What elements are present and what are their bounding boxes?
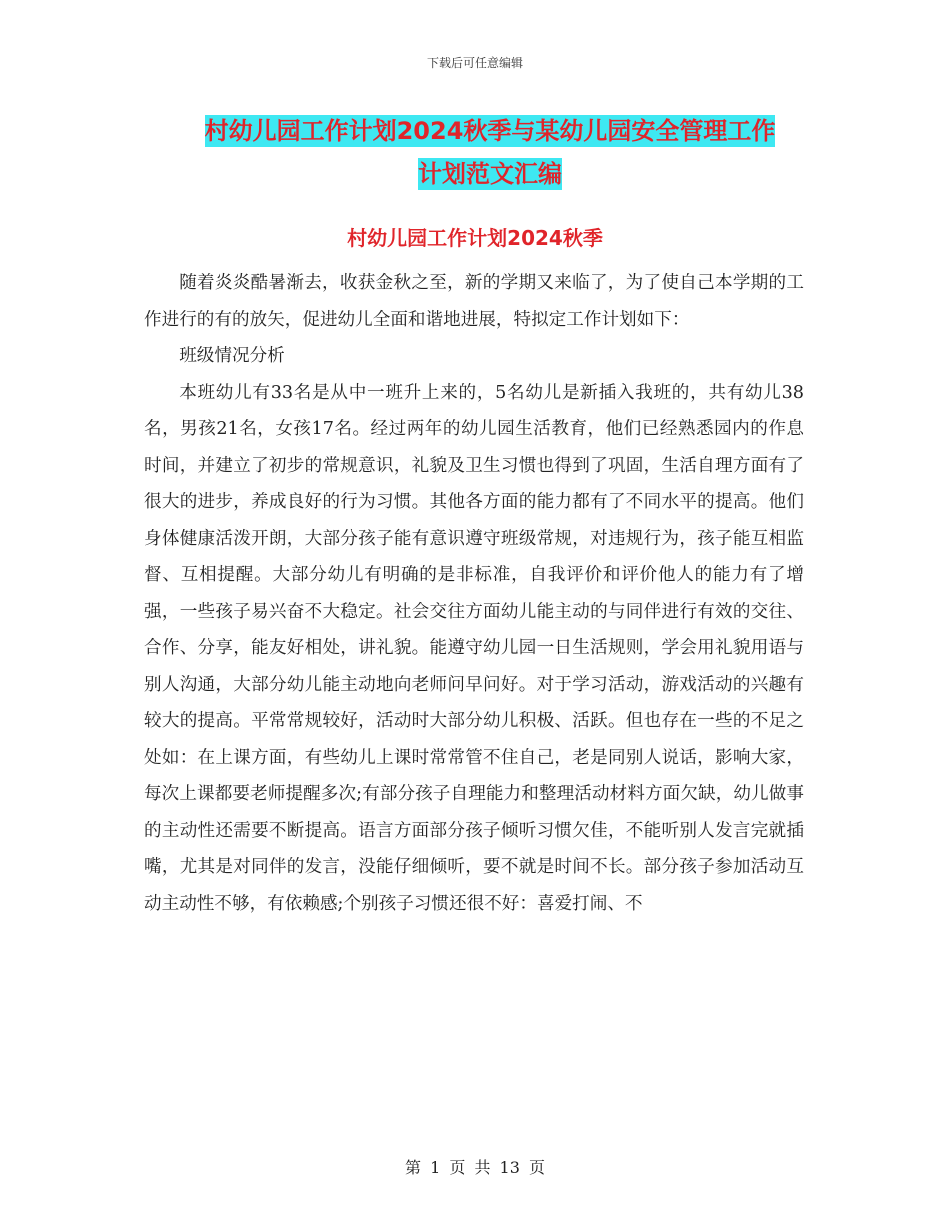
document-title-line-2: 计划范文汇编	[418, 160, 562, 188]
paragraph-heading-class-analysis: 班级情况分析	[179, 346, 285, 366]
paragraph-class-analysis: 本班幼儿有33名是从中一班升上来的，5名幼儿是新插入我班的，共有幼儿38名，男孩21名，女孩17名。经过两年的幼儿园生活教育，他们已经熟悉园内的作息时间，并建立了初步的常规意识，礼貌及卫生习惯也得到了巩固，生活自理方面有了很大的进步，养成良好的行为习惯。其他各方面的能力都有了不同水平的提高。他们身体健康活泼开朗，大部分孩子能有意识遵守班级常规，对违规行为，孩子能互相监督、互相提醒。大部分幼儿有明确的是非标准，自我评价和评价他人的能力有了增强，一些孩子易兴奋不大稳定。社会交往方面幼儿能主动的与同伴进行有效的交往、合作、分享，能友好相处，讲礼貌。能遵守幼儿园一日生活规则，学会用礼貌用语与别人沟通，大部分幼儿能主动地向老师问早问好。对于学习活动，游戏活动的兴趣有较大的提高。平常常规较好，活动时大部分幼儿积极、活跃。但也存在一些的不足之处如：在上课方面，有些幼儿上课时常常管不住自己，老是同别人说话，影响大家，每次上课都要老师提醒多次;有部分孩子自理能力和整理活动材料方面欠缺，幼儿做事的主动性还需要不断提高。语言方面部分孩子倾听习惯欠佳，不能听别人发言完就插嘴，尤其是对同伴的发言，没能仔细倾听，要不就是时间不长。部分孩子参加活动互动主动性不够，有依赖感;个别孩子习惯还很不好：喜爱打闹、不	[144, 382, 804, 914]
body-text	[144, 265, 804, 922]
section-title: 村幼儿园工作计划2024秋季	[347, 226, 603, 250]
page-header: 下载后可任意编辑	[426, 56, 523, 70]
paragraph-intro: 随着炎炎酷暑渐去，收获金秋之至，新的学期又来临了，为了使自己本学期的工作进行的有的放矢，促进幼儿全面和谐地进展，特拟定工作计划如下：	[144, 273, 804, 330]
page-footer: 第 1 页 共 13 页	[405, 1158, 545, 1177]
document-title-line-1: 村幼儿园工作计划2024秋季与某幼儿园安全管理工作	[204, 117, 776, 145]
document-title	[140, 110, 840, 196]
